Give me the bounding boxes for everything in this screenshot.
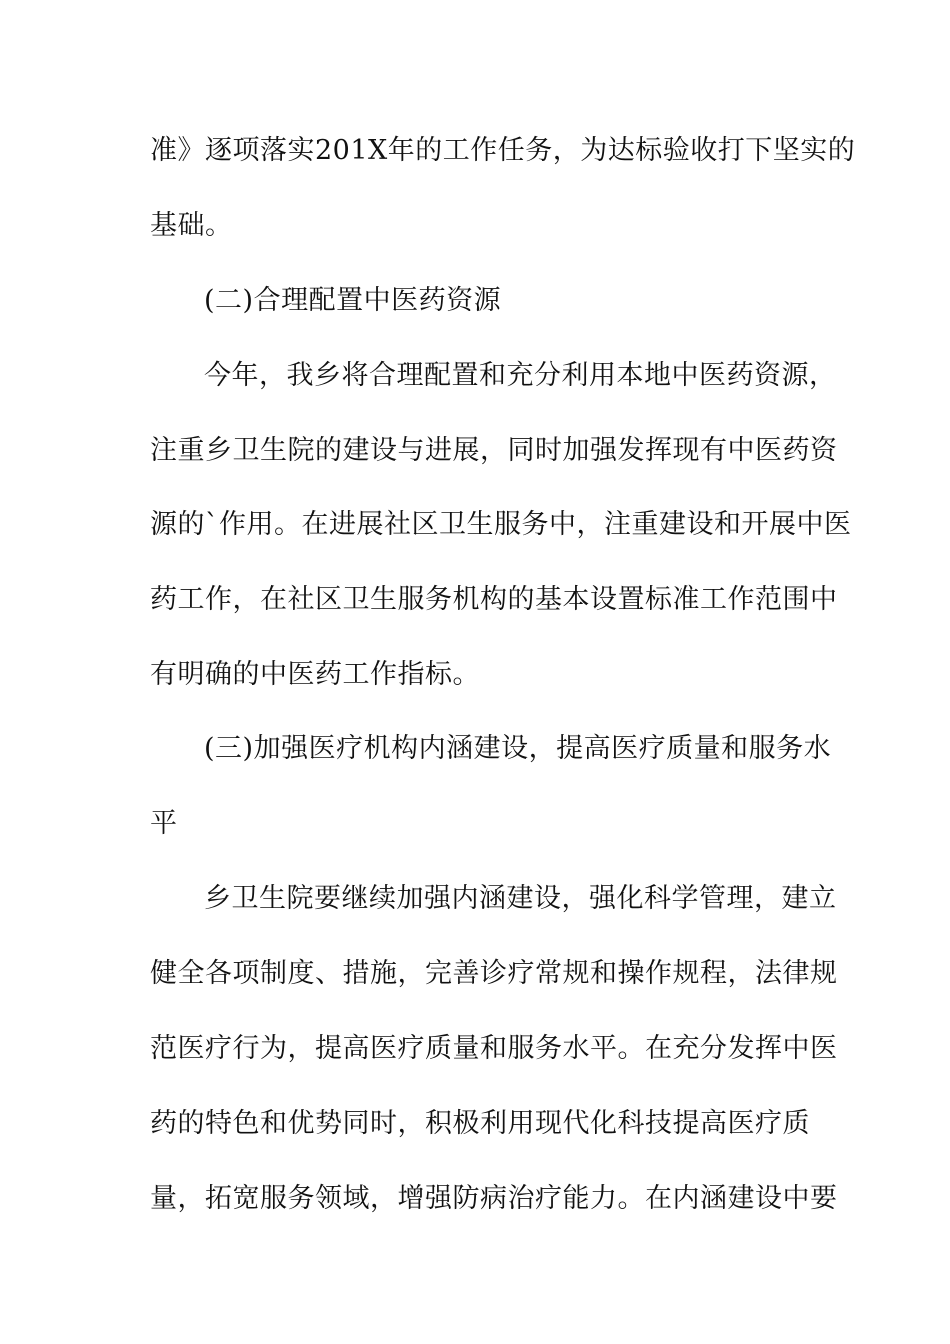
text-line: 量，拓宽服务领域，增强防病治疗能力。在内涵建设中要 bbox=[150, 1183, 838, 1214]
text-line: 有明确的中医药工作指标。 bbox=[150, 659, 480, 690]
text-line: 范医疗行为，提高医疗质量和服务水平。在充分发挥中医 bbox=[150, 1033, 838, 1064]
text-line: 基础。 bbox=[150, 210, 233, 241]
text-line: 准》逐项落实201X年的工作任务，为达标验收打下坚实的 bbox=[150, 135, 856, 166]
section-heading: (三)加强医疗机构内涵建设，提高医疗质量和服务水 bbox=[204, 733, 832, 764]
text-line: 源的`作用。在进展社区卫生服务中，注重建设和开展中医 bbox=[150, 509, 852, 540]
paragraph-start: 今年，我乡将合理配置和充分利用本地中医药资源， bbox=[204, 360, 837, 391]
section-heading: (二)合理配置中医药资源 bbox=[204, 285, 502, 316]
text-line: 注重乡卫生院的建设与进展，同时加强发挥现有中医药资 bbox=[150, 435, 838, 466]
text-line: 健全各项制度、措施，完善诊疗常规和操作规程，法律规 bbox=[150, 958, 838, 989]
section-heading-continued: 平 bbox=[150, 808, 178, 839]
paragraph-start: 乡卫生院要继续加强内涵建设，强化科学管理，建立 bbox=[204, 883, 837, 914]
text-line: 药工作，在社区卫生服务机构的基本设置标准工作范围中 bbox=[150, 584, 838, 615]
text-line: 药的特色和优势同时，积极利用现代化科技提高医疗质 bbox=[150, 1108, 810, 1139]
